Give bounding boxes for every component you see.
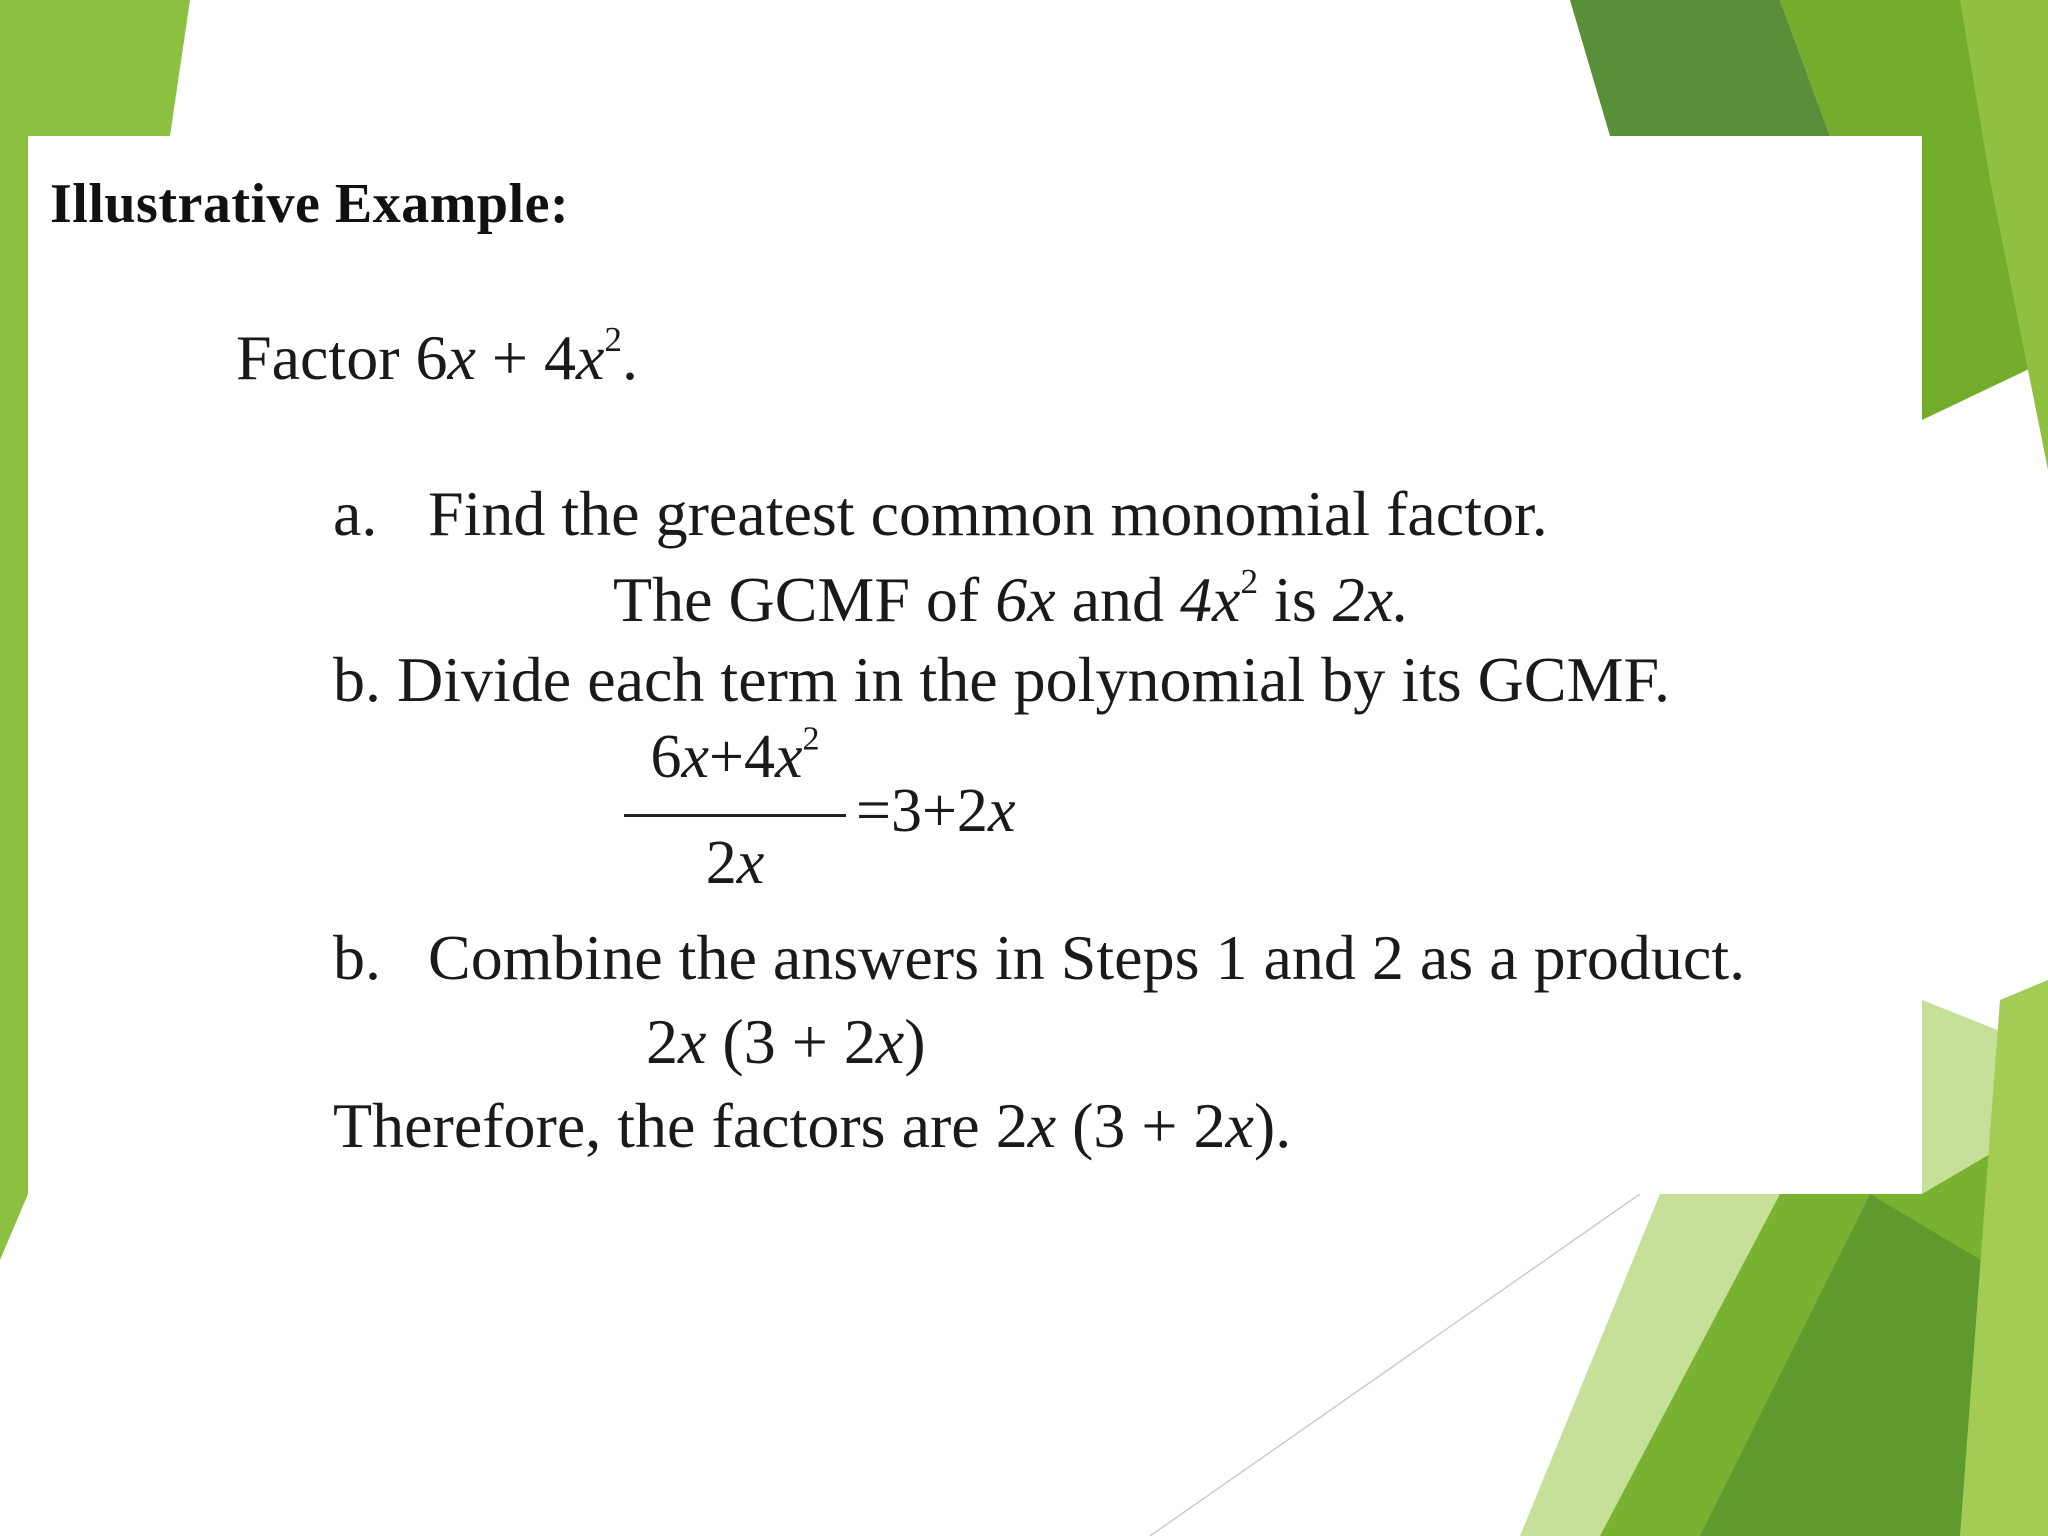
fraction-bar bbox=[624, 814, 846, 817]
step-b-combine bbox=[333, 922, 1746, 993]
step-a bbox=[333, 478, 1548, 549]
division-equation bbox=[624, 720, 1016, 916]
step-b-divide: b. Divide each term in the polynomial by its GCMF. bbox=[333, 644, 1670, 715]
fraction-denominator: 2x bbox=[705, 829, 765, 897]
problem-statement: Factor $6x + 4x^2$. bbox=[236, 319, 638, 393]
step-a-label: a. bbox=[333, 478, 378, 549]
fraction-result: =3+2x bbox=[856, 777, 1016, 845]
gcmf-statement: The GCMF of 6x and $4x^2$ is 2x. bbox=[613, 561, 1410, 635]
step-b-combine-text: Combine the answers in Steps 1 and 2 as a product. bbox=[428, 922, 1746, 993]
content-panel bbox=[28, 136, 1922, 1194]
fraction-numerator: $6x+4x^2$ bbox=[650, 720, 820, 791]
product-expression: 2x (3 + 2x) bbox=[646, 1006, 926, 1077]
step-b-combine-label: b. bbox=[333, 922, 381, 993]
conclusion: Therefore, the factors are 2x (3 + 2x). bbox=[333, 1090, 1292, 1161]
step-a-text: Find the greatest common monomial factor. bbox=[428, 478, 1548, 549]
heading: Illustrative Example: bbox=[50, 173, 570, 235]
